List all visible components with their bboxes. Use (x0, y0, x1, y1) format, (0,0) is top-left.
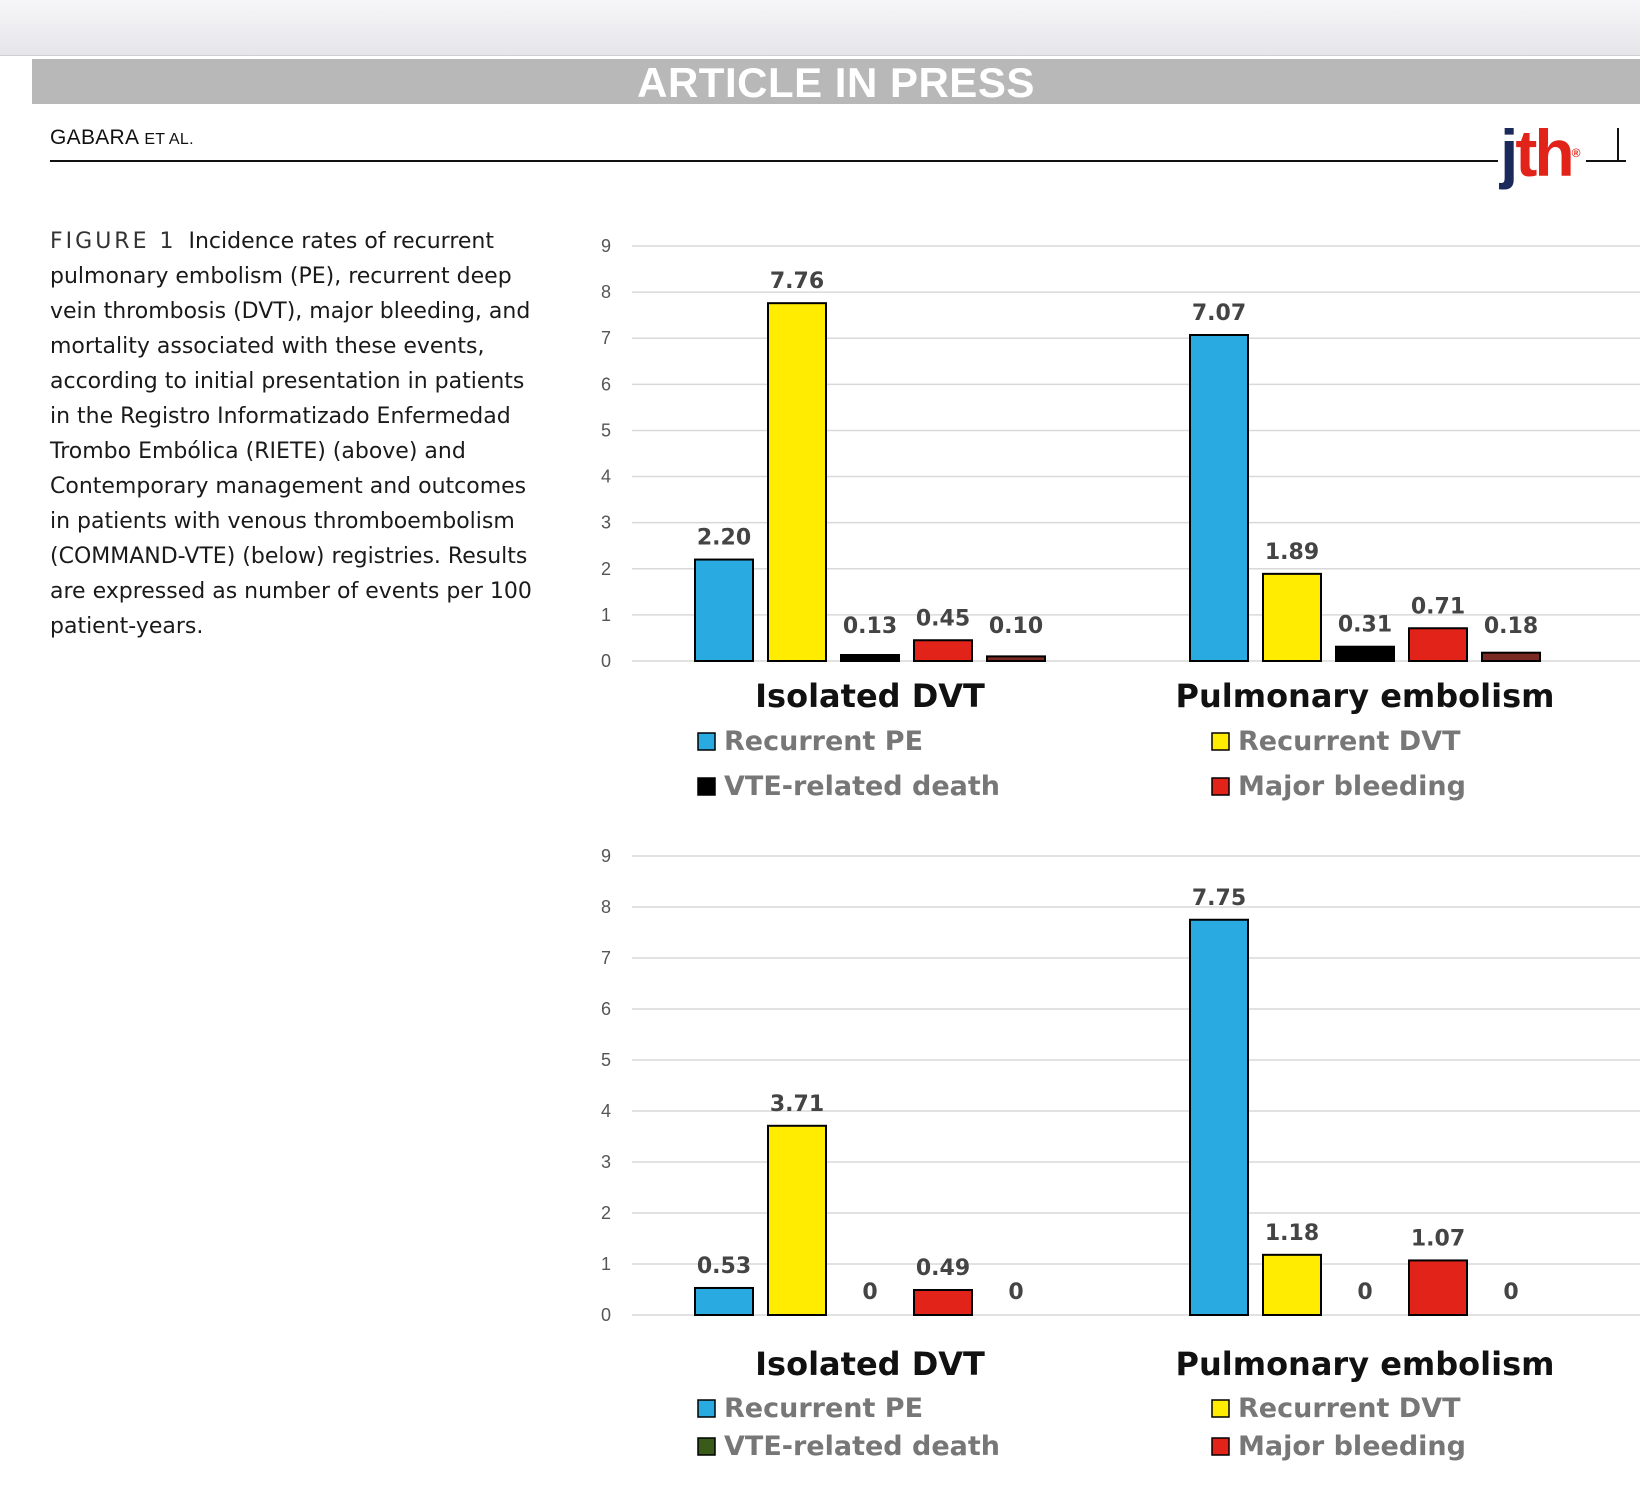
running-head (50, 126, 194, 150)
running-head-etal: ET AL. (144, 131, 194, 148)
y-tick-label: 6 (600, 999, 612, 1019)
figure-label: FIGURE 1 (50, 229, 177, 254)
y-tick-label: 3 (600, 1152, 612, 1172)
bar (1190, 920, 1248, 1315)
jth-logo-th: th (1515, 116, 1572, 190)
bar (1409, 628, 1467, 661)
legend-label: VTE-related death (724, 1431, 1000, 1462)
y-tick-label: 6 (600, 374, 612, 395)
bar (695, 560, 753, 661)
bar (1336, 647, 1394, 661)
y-tick-label: 7 (600, 948, 612, 968)
data-label: 0.10 (988, 614, 1044, 639)
y-tick-label: 9 (600, 236, 612, 256)
y-tick-label: 0 (600, 651, 612, 671)
data-label: 7.75 (1191, 885, 1247, 911)
bar (768, 303, 826, 661)
legend-label: Recurrent DVT (1238, 726, 1461, 757)
y-tick-label: 4 (600, 466, 612, 487)
y-tick-label: 1 (600, 604, 612, 625)
legend-label: VTE-related death (724, 771, 1000, 802)
y-tick-label: 8 (600, 897, 612, 917)
legend-label: Recurrent PE (724, 726, 924, 757)
data-label: 0.45 (915, 606, 971, 632)
data-label: 0.18 (1483, 614, 1539, 639)
jth-logo-j: j (1500, 116, 1516, 190)
category-label: Isolated DVT (755, 677, 985, 715)
data-label: 0.71 (1410, 594, 1466, 620)
chart-riete (600, 225, 1640, 805)
y-tick-label: 0 (600, 1305, 612, 1325)
figure-caption-text: Incidence rates of recurrent pulmonary embolism (PE), recurrent deep vein thrombosis (DVT), major bleeding, and mortality associated with these events, according to initial presentation in patients in the Registro Informatizado Enfermedad Trombo Embólica (RIETE) (above) and Contemporary management and outcomes in patients with venous thromboembolism (COMMAND-VTE) (below) registries. Results are expressed as number of events per 100 patient-years. (50, 229, 532, 639)
legend-swatch (1212, 1400, 1229, 1417)
y-tick-label: 9 (600, 846, 612, 866)
data-label: 0 (1357, 1280, 1373, 1305)
viewer-toolbar (0, 0, 1640, 56)
legend-label: Major bleeding (1238, 1431, 1466, 1462)
data-label: 1.89 (1264, 539, 1320, 565)
y-tick-label: 4 (600, 1101, 612, 1121)
y-tick-label: 8 (600, 282, 612, 303)
data-label: 0 (1008, 1280, 1024, 1305)
bar (914, 1290, 972, 1315)
legend-swatch (698, 1438, 715, 1455)
header-vertical-rule (1617, 128, 1619, 162)
data-label: 7.07 (1191, 300, 1247, 326)
bar (1190, 335, 1248, 661)
data-label: 7.76 (769, 269, 825, 295)
legend-swatch (698, 778, 715, 795)
legend-swatch (698, 733, 715, 750)
bar (1263, 1255, 1321, 1315)
running-head-authors: GABARA (50, 126, 139, 149)
category-label: Isolated DVT (755, 1345, 985, 1383)
header-rule-right (1586, 160, 1626, 162)
data-label: 0.31 (1337, 612, 1393, 638)
jth-logo (1500, 118, 1580, 188)
data-label: 0 (862, 1280, 878, 1305)
data-label: 0.13 (842, 614, 898, 639)
bar (987, 656, 1045, 661)
data-label: 1.07 (1410, 1226, 1466, 1252)
bar (768, 1126, 826, 1315)
category-label: Pulmonary embolism (1175, 677, 1555, 715)
header-rule (50, 160, 1498, 162)
legend-swatch (1212, 733, 1229, 750)
data-label: 1.18 (1264, 1220, 1320, 1246)
y-tick-label: 5 (600, 420, 612, 441)
data-label: 2.20 (696, 525, 752, 551)
data-label: 0.53 (696, 1253, 752, 1279)
legend-label: Recurrent DVT (1238, 1393, 1461, 1424)
y-tick-label: 3 (600, 512, 612, 533)
y-tick-label: 2 (600, 558, 612, 579)
legend-swatch (698, 1400, 715, 1417)
legend-label: Recurrent PE (724, 1393, 924, 1424)
legend-swatch (1212, 1438, 1229, 1455)
category-label: Pulmonary embolism (1175, 1345, 1555, 1383)
data-label: 0 (1503, 1280, 1519, 1305)
jth-logo-registered: ® (1571, 146, 1581, 160)
y-tick-label: 1 (600, 1254, 612, 1274)
legend-label: Major bleeding (1238, 771, 1466, 802)
bar (1482, 653, 1540, 661)
bar (914, 640, 972, 661)
y-tick-label: 7 (600, 328, 612, 349)
chart-command-vte (600, 832, 1640, 1467)
figure-caption (50, 224, 550, 644)
data-label: 0.49 (915, 1256, 971, 1282)
article-in-press-banner: ARTICLE IN PRESS (32, 59, 1640, 104)
bar (695, 1288, 753, 1315)
y-tick-label: 5 (600, 1050, 612, 1070)
data-label: 3.71 (769, 1091, 825, 1117)
bar (841, 655, 899, 661)
legend-swatch (1212, 778, 1229, 795)
y-tick-label: 2 (600, 1203, 612, 1223)
bar (1263, 574, 1321, 661)
bar (1409, 1260, 1467, 1315)
